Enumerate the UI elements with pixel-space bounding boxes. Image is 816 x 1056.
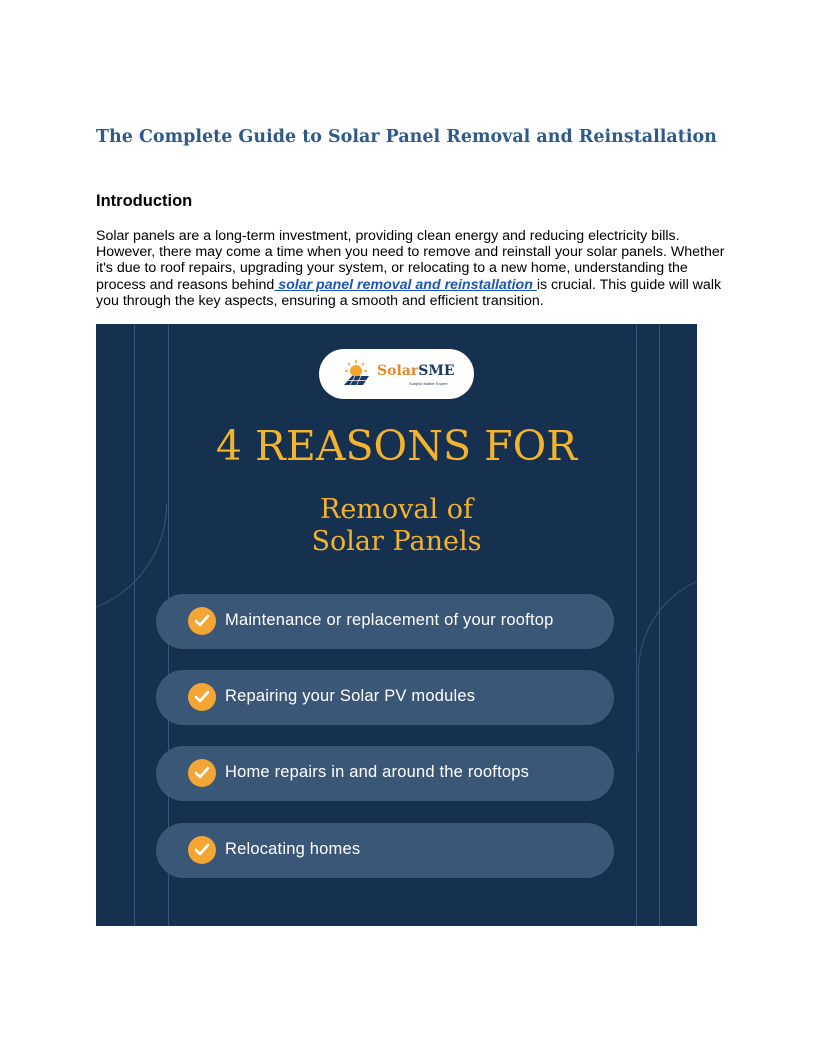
reason-item <box>156 594 614 649</box>
infographic-heading: 4 REASONS FOR <box>215 422 578 470</box>
reasons-infographic <box>96 324 697 926</box>
check-icon <box>188 759 216 787</box>
decor-line <box>636 324 637 926</box>
subheading-line-2: Solar Panels <box>311 526 482 557</box>
intro-paragraph <box>96 228 726 309</box>
solar-logo-icon <box>341 359 371 389</box>
intro-text-end: is crucial. This guide will walk you through the key aspects, ensuring a smooth and efficient transition. <box>96 276 722 309</box>
infographic-subheading <box>96 494 697 558</box>
check-icon <box>188 607 216 635</box>
reason-label: Relocating homes <box>225 840 361 858</box>
reason-label: Home repairs in and around the rooftops <box>225 763 530 781</box>
check-icon <box>188 836 216 864</box>
reason-item <box>156 823 614 878</box>
section-heading-introduction: Introduction <box>96 192 193 210</box>
solar-removal-link[interactable]: solar panel removal and reinstallation <box>274 276 537 293</box>
solarsme-logo <box>319 349 474 399</box>
decor-arc <box>638 572 697 753</box>
reason-label: Repairing your Solar PV modules <box>225 687 476 705</box>
check-icon <box>188 683 216 711</box>
subheading-line-1: Removal of <box>320 494 473 525</box>
reason-label: Maintenance or replacement of your rooftop <box>225 611 554 629</box>
reason-item <box>156 746 614 801</box>
logo-wordmark: SolarSME <box>377 363 455 379</box>
logo-tagline: Subject Matter Expert <box>409 381 448 386</box>
reason-item <box>156 670 614 725</box>
decor-line <box>134 324 135 926</box>
intro-text-start: Solar panels are a long-term investment, providing clean energy and reducing electricity bills. However, there may come a time when you need to remove and reinstall your solar panels. Whether it's due to roof repairs, upgrading your system, or relocating to a new home, understanding the process and reasons behind <box>96 228 725 293</box>
document-title: The Complete Guide to Solar Panel Removal and Reinstallation <box>96 127 717 147</box>
